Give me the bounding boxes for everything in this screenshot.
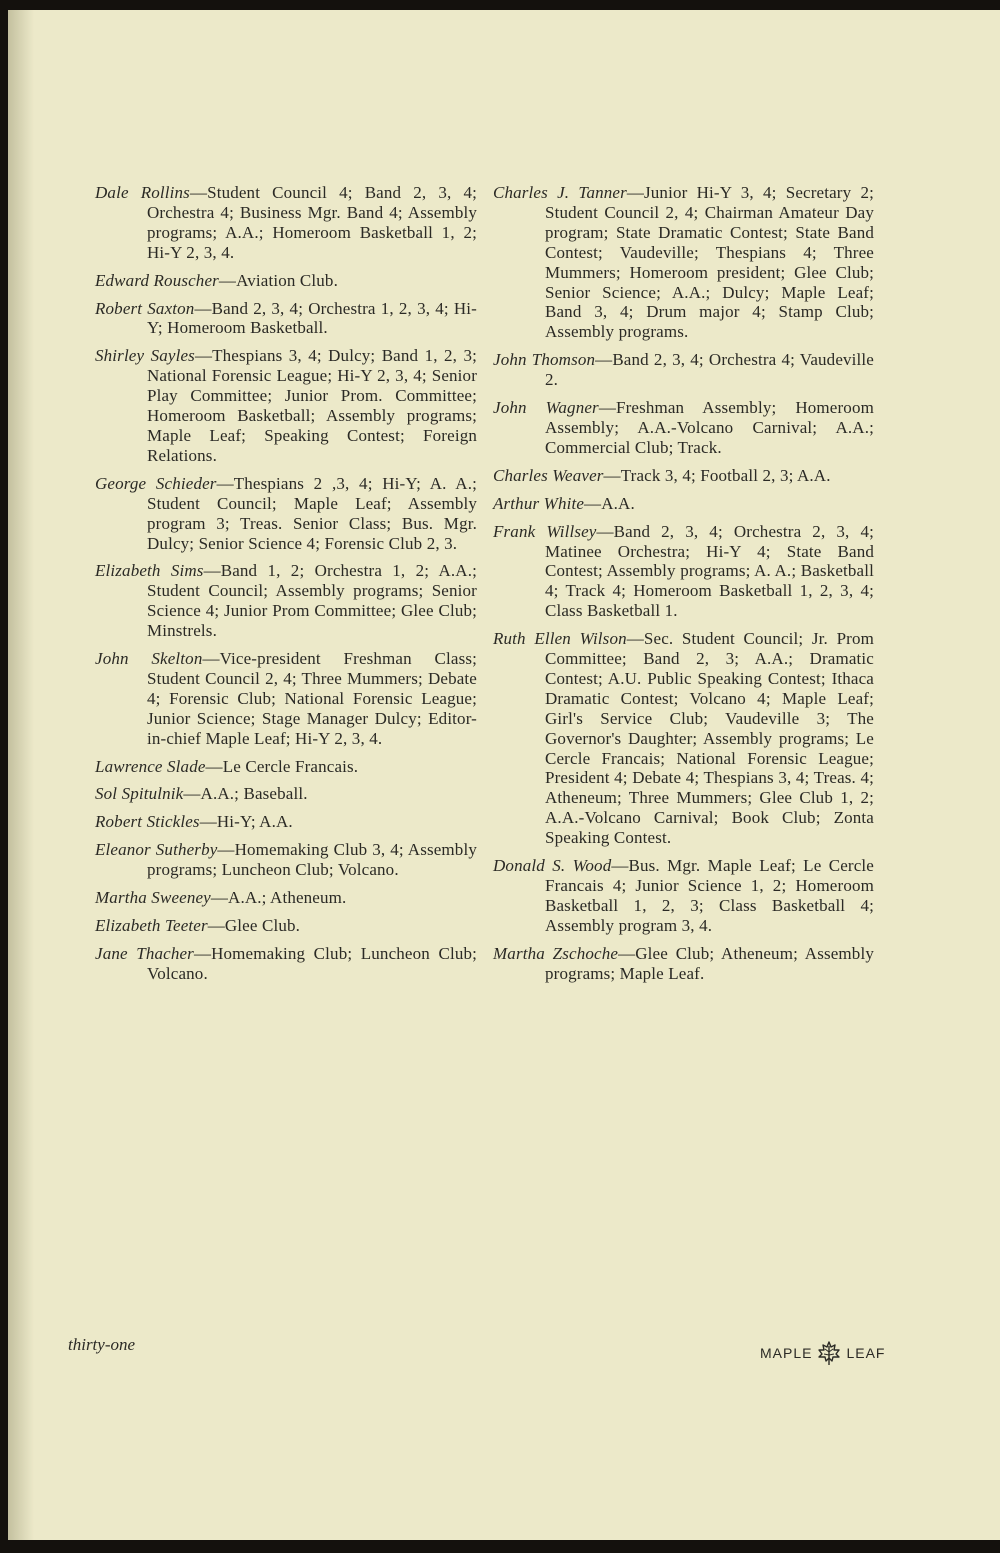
student-name: Ruth Ellen Wilson bbox=[493, 629, 627, 649]
student-name: Eleanor Sutherby bbox=[95, 840, 218, 860]
page-number: thirty-one bbox=[68, 1335, 136, 1354]
student-name: Robert Stickles bbox=[95, 812, 200, 832]
senior-entry bbox=[95, 916, 477, 936]
student-name: Dale Rollins bbox=[95, 183, 190, 202]
student-name: Jane Thacher bbox=[95, 943, 194, 963]
senior-entry bbox=[95, 812, 477, 832]
senior-entry bbox=[493, 856, 874, 936]
senior-entry bbox=[95, 649, 477, 749]
student-activities: —Sec. Student Council; Jr. Prom Committee; Band 2, 3; A.A.; Dramatic Contest; A.U. Public Speaking Contest; Ithaca Dramatic Contest; Volcano 4; Maple Leaf; Girl's Service Club; Vaudeville 3; The Governor's Daughter; Assembly programs; Le Cercle Francais; National Forensic League; President 4; Debate 4; Thespians 3, 4; Treas. 4; Atheneum; Three Mummers; Glee Club 1, 2; A.A.-Volcano Carnival; Book Club; Zonta Speaking Contest. bbox=[545, 629, 875, 848]
student-activities: —Glee Club. bbox=[207, 916, 301, 935]
senior-entry bbox=[493, 183, 874, 342]
senior-entry bbox=[95, 271, 477, 291]
senior-entry bbox=[95, 183, 477, 263]
student-name: John Wagner bbox=[493, 398, 599, 418]
senior-entry bbox=[95, 784, 477, 804]
senior-entry bbox=[95, 474, 477, 554]
student-activities: —Homemaking Club 3, 4; Assembly programs; Luncheon Club; Volcano. bbox=[147, 840, 477, 880]
student-activities: —Junior Hi-Y 3, 4; Secretary 2; Student Council 2, 4; Chairman Amateur Day program; State Dramatic Contest; State Band Contest; Vaudeville; Thespians 4; Three Mummers; Homeroom president; Glee Club; Senior Science; A.A.; Dulcy; Maple Leaf; Band 3, 4; Drum major 4; Stamp Club; Assembly programs. bbox=[545, 183, 874, 342]
student-activities: —Band 1, 2; Orchestra 1, 2; A.A.; Student Council; Assembly programs; Senior Science 4; Junior Prom Committee; Glee Club; Minstrels. bbox=[147, 561, 477, 641]
student-activities: —Band 2, 3, 4; Orchestra 1, 2, 3, 4; Hi-Y; Homeroom Basketball. bbox=[147, 298, 477, 338]
senior-entry bbox=[95, 840, 477, 880]
student-activities: —A.A.; Atheneum. bbox=[210, 888, 347, 908]
student-activities: —Track 3, 4; Football 2, 3; A.A. bbox=[603, 465, 831, 485]
senior-entry bbox=[493, 350, 874, 390]
senior-entry bbox=[95, 888, 477, 908]
senior-entry bbox=[95, 346, 477, 465]
student-name: Elizabeth Teeter bbox=[95, 916, 208, 935]
student-name: John Skelton bbox=[95, 649, 203, 669]
senior-entry bbox=[493, 466, 874, 486]
student-activities: —Student Council 4; Band 2, 3, 4; Orchestra 4; Business Mgr. Band 4; Assembly programs; A.A.; Homeroom Basketball 1, 2; Hi-Y 2, 3, 4. bbox=[147, 183, 477, 262]
student-activities: —Freshman Assembly; Homeroom Assembly; A.A.-Volcano Carnival; A.A.; Commercial Club; Track. bbox=[545, 398, 874, 457]
student-activities: —Le Cercle Francais. bbox=[205, 756, 359, 776]
student-activities: —Vice-president Freshman Class; Student Council 2, 4; Three Mummers; Debate 4; Forensic Club; National Forensic League; Junior Science; Stage Manager Dulcy; Editor-in-chief Maple Leaf; Hi-Y 2, 3, 4. bbox=[147, 649, 477, 748]
senior-entry bbox=[95, 944, 477, 984]
student-activities: —A.A. bbox=[584, 493, 635, 513]
logo-text-maple: MAPLE bbox=[760, 1345, 813, 1361]
student-activities: —A.A.; Baseball. bbox=[183, 784, 308, 804]
student-name: Robert Saxton bbox=[95, 298, 195, 318]
senior-entry bbox=[95, 561, 477, 641]
student-activities: —Band 2, 3, 4; Orchestra 2, 3, 4; Matinee Orchestra; Hi-Y 4; State Band Contest; Assembly programs; A. A.; Basketball 4; Track 4; Homeroom Basketball 1, 2, 3, 4; Class Basketball 1. bbox=[545, 521, 874, 621]
student-activities: —Glee Club; Atheneum; Assembly programs; Maple Leaf. bbox=[545, 943, 874, 983]
left-column bbox=[95, 183, 477, 992]
senior-entry bbox=[493, 944, 874, 984]
student-name: John Thomson bbox=[493, 350, 596, 370]
student-name: Sol Spitulnik bbox=[95, 784, 184, 804]
student-name: Donald S. Wood bbox=[493, 856, 612, 876]
senior-entry bbox=[95, 299, 477, 339]
student-activities: —Aviation Club. bbox=[218, 270, 338, 290]
maple-leaf-logo bbox=[760, 1340, 885, 1366]
student-activities: —Thespians 2 ,3, 4; Hi-Y; A. A.; Student Council; Maple Leaf; Assembly program 3; Treas. Senior Class; Bus. Mgr. Dulcy; Senior Science 4; Forensic Club 2, 3. bbox=[147, 473, 477, 553]
senior-entry bbox=[493, 398, 874, 458]
student-name: Martha Zschoche bbox=[493, 943, 619, 963]
student-name: Charles J. Tanner bbox=[493, 183, 627, 202]
student-name: Frank Willsey bbox=[493, 521, 597, 541]
student-activities: —Bus. Mgr. Maple Leaf; Le Cercle Francais 4; Junior Science 1, 2; Homeroom Basketball 1, 2, 3; Class Basketball 4; Assembly program 3, 4. bbox=[545, 856, 874, 935]
senior-entry bbox=[493, 629, 874, 848]
student-name: Arthur White bbox=[493, 493, 585, 513]
page-spine-shadow bbox=[8, 10, 34, 1540]
student-name: George Schieder bbox=[95, 473, 217, 493]
senior-entry bbox=[493, 494, 874, 514]
logo-text-leaf: LEAF bbox=[846, 1345, 886, 1361]
student-name: Lawrence Slade bbox=[95, 756, 206, 776]
student-activities: —Hi-Y; A.A. bbox=[199, 812, 293, 832]
right-column bbox=[493, 183, 874, 992]
student-name: Charles Weaver bbox=[493, 465, 604, 485]
student-name: Shirley Sayles bbox=[95, 346, 195, 366]
student-name: Martha Sweeney bbox=[95, 888, 211, 908]
maple-leaf-icon bbox=[816, 1340, 842, 1366]
senior-entry bbox=[493, 522, 874, 622]
student-activities: —Band 2, 3, 4; Orchestra 4; Vaudeville 2. bbox=[545, 350, 874, 390]
student-name: Elizabeth Sims bbox=[95, 561, 204, 581]
student-activities: —Homemaking Club; Luncheon Club; Volcano. bbox=[147, 943, 477, 983]
student-name: Edward Rouscher bbox=[95, 270, 219, 290]
senior-entry bbox=[95, 757, 477, 777]
student-activities: —Thespians 3, 4; Dulcy; Band 1, 2, 3; National Forensic League; Hi-Y 2, 3, 4; Senior Play Committee; Junior Prom. Committee; Homeroom Basketball; Assembly programs; Maple Leaf; Speaking Contest; Foreign Relations. bbox=[147, 346, 477, 465]
